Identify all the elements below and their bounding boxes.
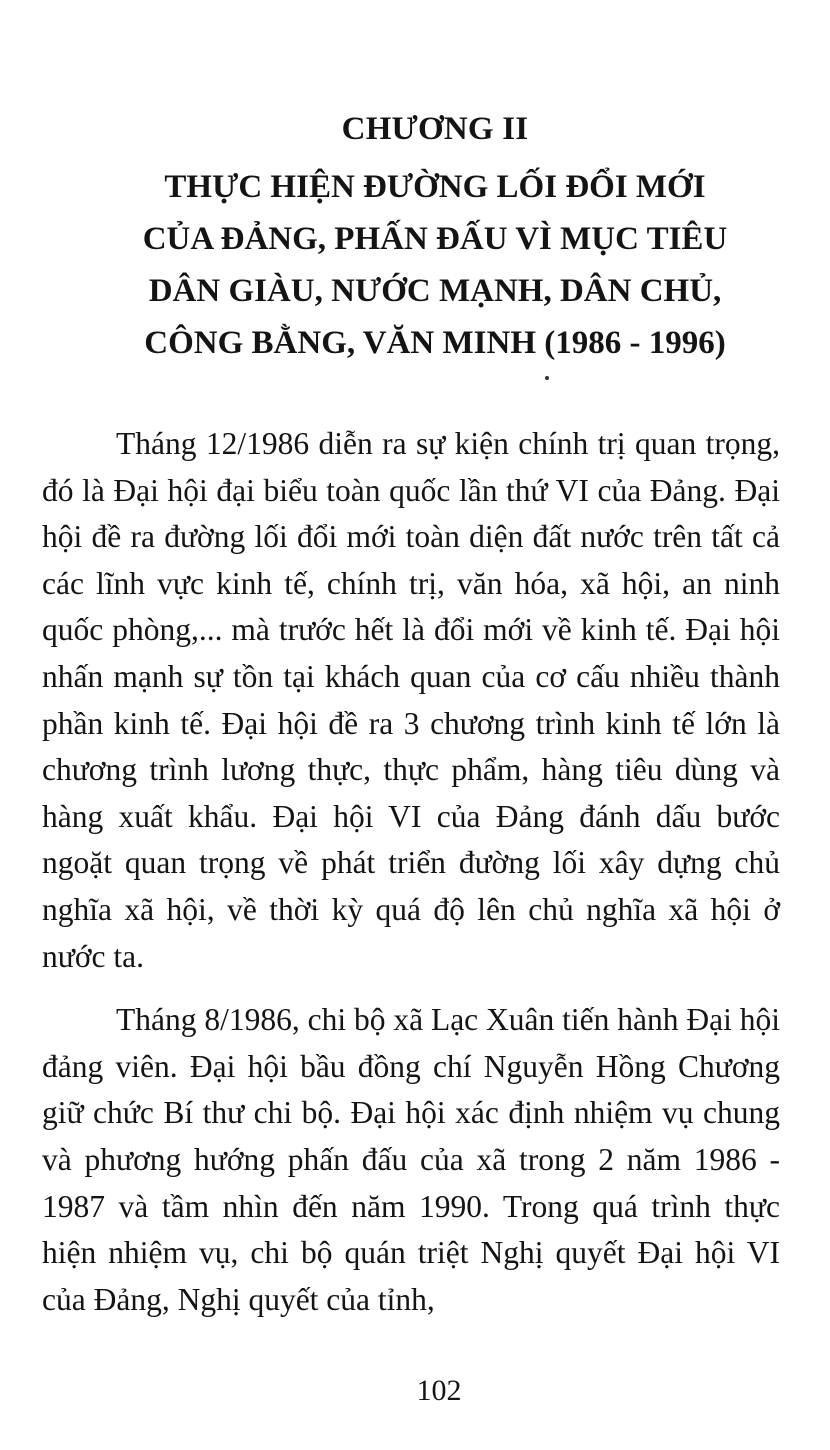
chapter-title-line: THỰC HIỆN ĐƯỜNG LỐI ĐỔI MỚI [164, 169, 706, 205]
chapter-title [0, 161, 830, 369]
paragraph: Tháng 8/1986, chi bộ xã Lạc Xuân tiến hành Đại hội đảng viên. Đại hội bầu đồng chí Nguyễn Hồng Chương giữ chức Bí thư chi bộ. Đại hội xác định nhiệm vụ chung và phương hướng phấn đấu của xã trong 2 năm 1986 - 1987 và tầm nhìn đến năm 1990. Trong quá trình thực hiện nhiệm vụ, chi bộ quán triệt Nghị quyết Đại hội VI của Đảng, Nghị quyết của tỉnh, [42, 1002, 780, 1317]
chapter-title-line: DÂN GIÀU, NƯỚC MẠNH, DÂN CHỦ, [148, 273, 722, 309]
page-number: 102 [416, 1374, 462, 1407]
stray-dot-mark [545, 376, 549, 380]
paragraph: Tháng 12/1986 diễn ra sự kiện chính trị quan trọng, đó là Đại hội đại biểu toàn quốc lần thứ VI của Đảng. Đại hội đề ra đường lối đổi mới toàn diện đất nước trên tất cả các lĩnh vực kinh tế, chính trị, văn hóa, xã hội, an ninh quốc phòng,... mà trước hết là đổi mới về kinh tế. Đại hội nhấn mạnh sự tồn tại khách quan của cơ cấu nhiều thành phần kinh tế. Đại hội đề ra 3 chương trình kinh tế lớn là chương trình lương thực, thực phẩm, hàng tiêu dùng và hàng xuất khẩu. Đại hội VI của Đảng đánh dấu bước ngoặt quan trọng về phát triển đường lối xây dựng chủ nghĩa xã hội, về thời kỳ quá độ lên chủ nghĩa xã hội ở nước ta. [42, 426, 780, 974]
body-text [42, 421, 780, 1323]
chapter-title-line: CÔNG BẰNG, VĂN MINH (1986 - 1996) [144, 325, 726, 361]
chapter-heading [0, 104, 830, 369]
chapter-title-line: CỦA ĐẢNG, PHẤN ĐẤU VÌ MỤC TIÊU [142, 221, 728, 257]
chapter-label: CHƯƠNG II [341, 111, 529, 147]
